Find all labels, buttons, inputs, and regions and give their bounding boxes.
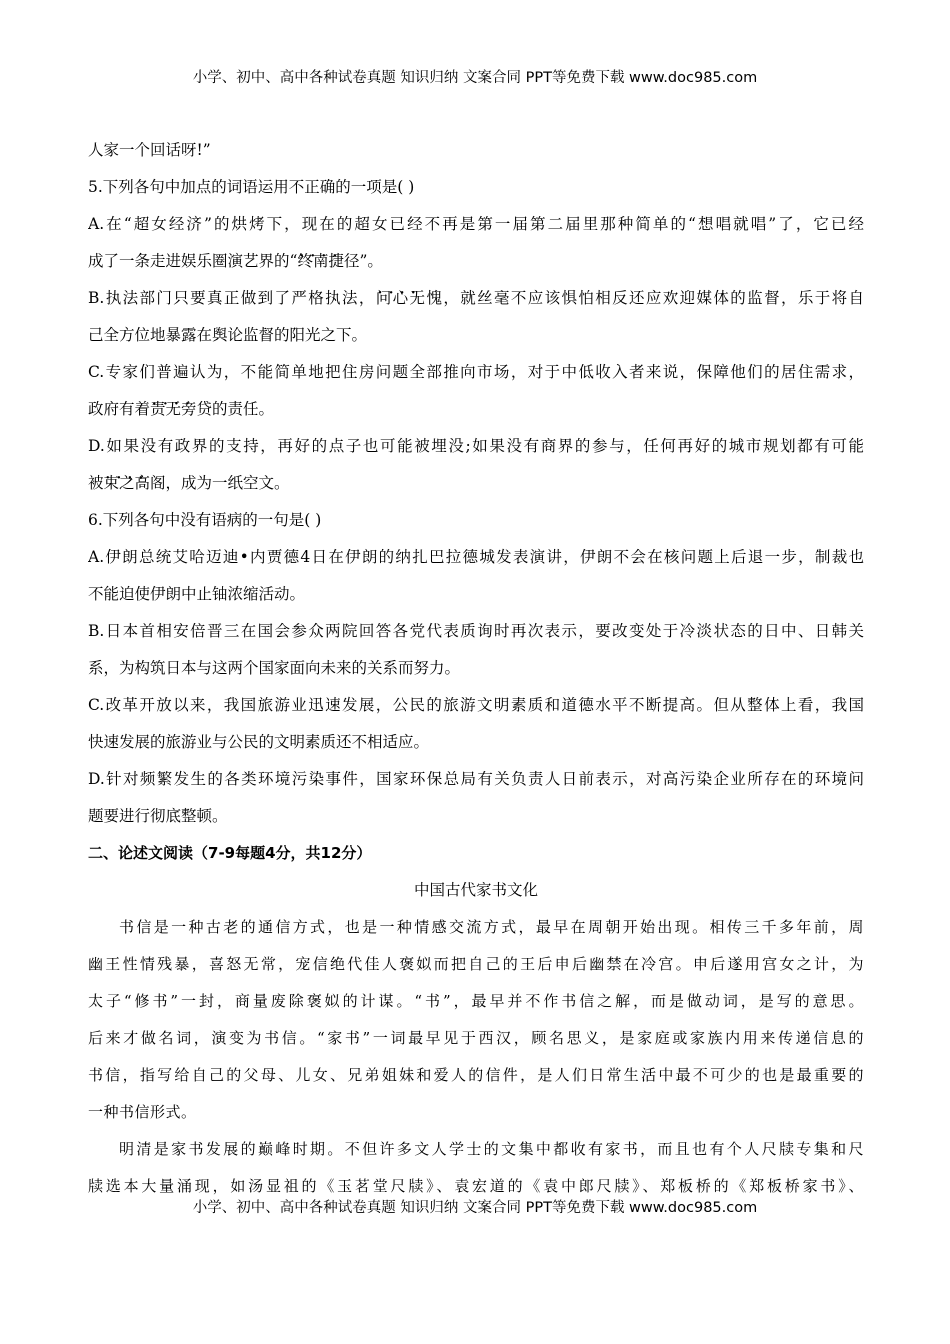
dotted-term-c: · · · · 责无旁贷 bbox=[150, 400, 212, 418]
question-6-option-a-line1: A.伊朗总统艾哈迈迪•内贾德4日在伊朗的纳扎巴拉德城发表演讲，伊朗不会在核问题上后退一步，制裁也 bbox=[88, 548, 864, 566]
article-p2-line2: 牍选本大量涌现，如汤显祖的《玉茗堂尺牍》、袁宏道的《袁中郎尺牍》、郑板桥的《郑板桥家书》、 bbox=[88, 1177, 864, 1195]
question-5-option-d-line1: D.如果没有政界的支持，再好的点子也可能被埋没;如果没有商界的参与，任何再好的城市规划都有可能 bbox=[88, 437, 864, 455]
question-4-tail: 人家一个回话呀!” bbox=[88, 141, 211, 159]
question-5-option-a-line2: 成了一条走进娱乐圈演艺界的“· · · · 终南捷径”。 bbox=[88, 243, 864, 280]
question-6-option-b-line1: B.日本首相安倍晋三在国会参众两院回答各党代表质询时再次表示，要改变处于冷淡状态的日中、日韩关 bbox=[88, 622, 864, 640]
question-5-option-b-line2: 己全方位地暴露在舆论监督的阳光之下。 bbox=[88, 326, 368, 344]
question-6-stem: 6.下列各句中没有语病的一句是( ) bbox=[88, 511, 322, 529]
dotted-term-d: · · · · 束之高阁 bbox=[104, 474, 166, 492]
article-p1-line5: 书信，指写给自己的父母、儿女、兄弟姐妹和爱人的信件，是人们日常生活中最不可少的也是最重要的 bbox=[88, 1066, 864, 1084]
question-6-option-b-line2: 系，为构筑日本与这两个国家面向未来的关系而努力。 bbox=[88, 659, 461, 677]
question-5-option-d-line2: 被· · · · 束之高阁，成为一纸空文。 bbox=[88, 465, 864, 502]
article-p1-line4: 后来才做名词，演变为书信。“家书”一词最早见于西汉，顾名思义，是家庭或家族内用来传递信息的 bbox=[88, 1029, 864, 1047]
page-header: 小学、初中、高中各种试卷真题 知识归纳 文案合同 PPT等免费下载 www.doc985.com bbox=[192, 70, 758, 86]
question-6-option-d-line2: 题要进行彻底整顿。 bbox=[88, 807, 228, 825]
question-5-option-a-line1: A.在“超女经济”的烘烤下，现在的超女已经不再是第一届第二届里那种简单的“想唱就唱”了，它已经 bbox=[88, 215, 864, 233]
dotted-term-a: · · · · 终南捷径 bbox=[297, 252, 359, 270]
question-6-option-a-line2: 不能迫使伊朗中止铀浓缩活动。 bbox=[88, 585, 306, 603]
article-p1-line1: 书信是一种古老的通信方式，也是一种情感交流方式，最早在周朝开始出现。相传三千多年前，周 bbox=[119, 918, 864, 936]
question-5-stem: 5.下列各句中加点的词语运用不正确的一项是( ) bbox=[88, 178, 415, 196]
question-6-option-c-line2: 快速发展的旅游业与公民的文明素质还不相适应。 bbox=[88, 733, 430, 751]
question-5-option-c-line1: C.专家们普遍认为，不能简单地把住房问题全部推向市场，对于中低收入者来说，保障他们的居住需求， bbox=[88, 363, 864, 381]
question-6-option-d-line1: D.针对频繁发生的各类环境污染事件，国家环保总局有关负责人日前表示，对高污染企业所存在的环境问 bbox=[88, 770, 864, 788]
dotted-term-b: · · · · 问心无愧 bbox=[376, 289, 444, 307]
question-5-option-b-line1: B.执法部门只要真正做到了严格执法，· · · · 问心无愧，就丝毫不应该惧怕相反还应欢迎媒体的监督，乐于将自 bbox=[88, 280, 864, 317]
article-p1-line3: 太子“修书”一封，商量废除褒姒的计谋。“书”，最早并不作书信之解，而是做动词，是写的意思。 bbox=[88, 992, 864, 1010]
article-p1-line2: 幽王性情残暴，喜怒无常，宠信绝代佳人褒姒而把自己的王后申后幽禁在冷宫。申后遂用宫女之计，为 bbox=[88, 955, 864, 973]
page-footer: 小学、初中、高中各种试卷真题 知识归纳 文案合同 PPT等免费下载 www.doc985.com bbox=[192, 1200, 758, 1216]
article-p2-line1: 明清是家书发展的巅峰时期。不但许多文人学士的文集中都收有家书，而且也有个人尺牍专集和尺 bbox=[119, 1140, 864, 1158]
section-2-title: 二、论述文阅读（7-9每题4分，共12分） bbox=[88, 844, 372, 862]
page-content bbox=[88, 132, 864, 1205]
question-5-option-c-line2: 政府有着· · · · 责无旁贷的责任。 bbox=[88, 391, 864, 428]
question-6-option-c-line1: C.改革开放以来，我国旅游业迅速发展，公民的旅游文明素质和道德水平不断提高。但从整体上看，我国 bbox=[88, 696, 864, 714]
article-title: 中国古代家书文化 bbox=[413, 881, 538, 899]
article-p1-line6: 一种书信形式。 bbox=[88, 1103, 197, 1121]
